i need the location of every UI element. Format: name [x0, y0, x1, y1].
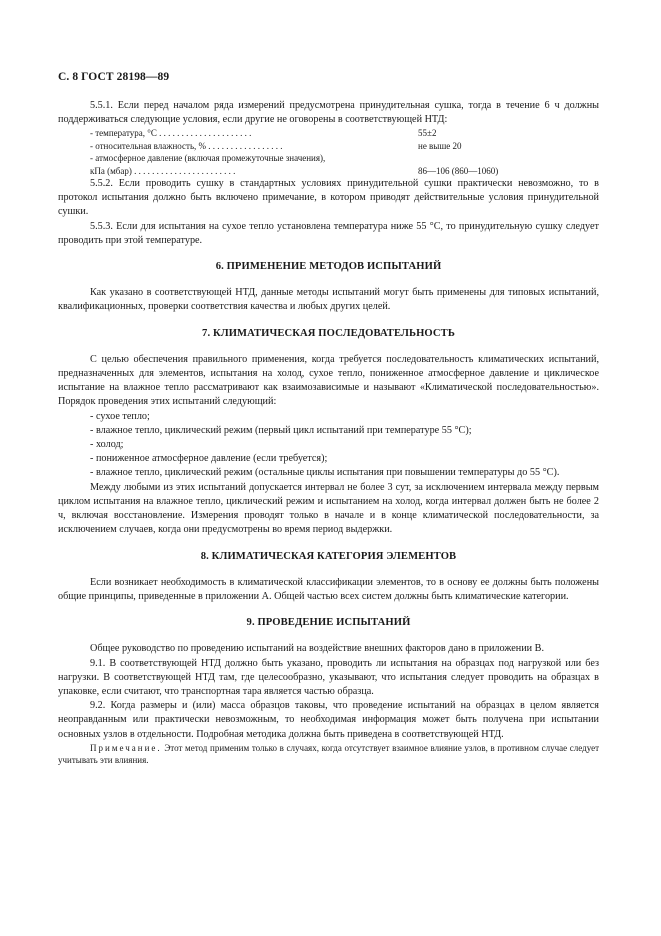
section-7-text: Между любыми из этих испытаний допускается интервал не более 3 сут, за исключением интервала между первым циклом испытания на влажное тепло, циклический режим и испытанием на холод, когда интервал должен быть не более 2 ч, включая восстановление. Измерения проводят только в начале и в конце климатической последовательности, за исключением случаев, когда они предусмотрены во время период выдержки.	[58, 481, 599, 536]
list-item: - влажное тепло, циклический режим (первый цикл испытаний при температуре 55 °С);	[90, 424, 472, 436]
drying-conditions-list	[58, 127, 599, 177]
condition-value: не выше 20	[418, 140, 462, 151]
list-item: - влажное тепло, циклический режим (остальные циклы испытания при повышении температуры до 55 °С).	[90, 467, 560, 479]
section-6-heading: 6. ПРИМЕНЕНИЕ МЕТОДОВ ИСПЫТАНИЙ	[215, 261, 442, 273]
section-9-intro: Общее руководство по проведению испытаний на воздействие внешних факторов дано в приложении В.	[90, 643, 545, 655]
condition-row	[58, 140, 599, 152]
paragraph-9-1: 9.1. В соответствующей НТД должно быть указано, проводить ли испытания на образцах под нагрузкой или без нагрузки. В соответствующей НТД там, где целесообразно, указывают, что испытания следует проводить на образцах в упаковке, если считают, что транспортная тара является частью образца.	[58, 657, 599, 697]
section-9-heading: 9. ПРОВЕДЕНИЕ ИСПЫТАНИЙ	[246, 617, 411, 629]
condition-label: кПа (мбар) . . . . . . . . . . . . . . . . . . . . . . .	[90, 165, 236, 176]
list-item: - сухое тепло;	[90, 410, 150, 422]
note-text: Этот метод применим только в случаях, когда отсутствует взаимное влияние узлов, в противном случае следует учитывать эти влияния.	[58, 742, 600, 766]
note-label: Примечание.	[90, 742, 162, 753]
condition-value: 55±2	[418, 128, 437, 139]
note	[58, 742, 599, 767]
condition-label: - атмосферное давление (включая промежуточные значения),	[90, 153, 326, 164]
section-6-text: Как указано в соответствующей НТД, данные методы испытаний могут быть применены для типовых испытаний, квалификационных, проверки соответствия качества и любых других целей.	[58, 287, 599, 313]
condition-value: 86—106 (860—1060)	[418, 165, 499, 176]
section-7-intro: С целью обеспечения правильного применения, когда требуется последовательность климатических испытаний, предназначенных для элементов, испытания на холод, сухое тепло, пониженное атмосферное давление и циклическое испытание на влажное тепло рассматривают как взаимозависимые и называют «Климатической последовательностью». Порядок проведения этих испытаний следующий:	[58, 353, 599, 408]
section-7-heading: 7. КЛИМАТИЧЕСКАЯ ПОСЛЕДОВАТЕЛЬНОСТЬ	[202, 327, 455, 339]
condition-label: - температура, °С . . . . . . . . . . . . . . . . . . . . .	[90, 128, 252, 139]
section-8-text: Если возникает необходимость в климатической классификации элементов, то в основу ее должны быть положены общие принципы, приведенные в приложении А. Общей частью всех систем должны быть климатические категории.	[58, 576, 599, 602]
condition-row	[58, 152, 599, 164]
paragraph-5-5-3: 5.5.3. Если для испытания на сухое тепло установлена температура ниже 55 °С, то принудительную сушку следует проводить при этой температуре.	[58, 220, 599, 246]
condition-label: - относительная влажность, % . . . . . . . . . . . . . . . . .	[90, 140, 283, 151]
condition-row	[58, 127, 599, 139]
paragraph-5-5-1: 5.5.1. Если перед началом ряда измерений предусмотрена принудительная сушка, тогда в течение 6 ч должны поддерживаться следующие условия, если другие не оговорены в соответствующей НТД:	[58, 100, 599, 126]
page-header: С. 8 ГОСТ 28198—89	[58, 71, 170, 83]
paragraph-9-2: 9.2. Когда размеры и (или) масса образцов таковы, что проведение испытаний на образцах в целом является неоправданным или практически невозможным, то необходимая информация может быть получена при испытании основных узлов в отдельности. Подробная методика должна быть приведена в соответствующей НТД.	[58, 700, 599, 740]
document-body	[58, 99, 599, 767]
list-item: - холод;	[90, 439, 124, 451]
section-8-heading: 8. КЛИМАТИЧЕСКАЯ КАТЕГОРИЯ ЭЛЕМЕНТОВ	[200, 550, 457, 562]
paragraph-5-5-2: 5.5.2. Если проводить сушку в стандартных условиях принудительной сушки практически невозможно, то в протокол испытания должно быть включено примечание, в котором приводят действительные условия принудительной сушки.	[58, 178, 599, 218]
condition-row	[58, 165, 599, 177]
list-item: - пониженное атмосферное давление (если требуется);	[90, 453, 328, 465]
